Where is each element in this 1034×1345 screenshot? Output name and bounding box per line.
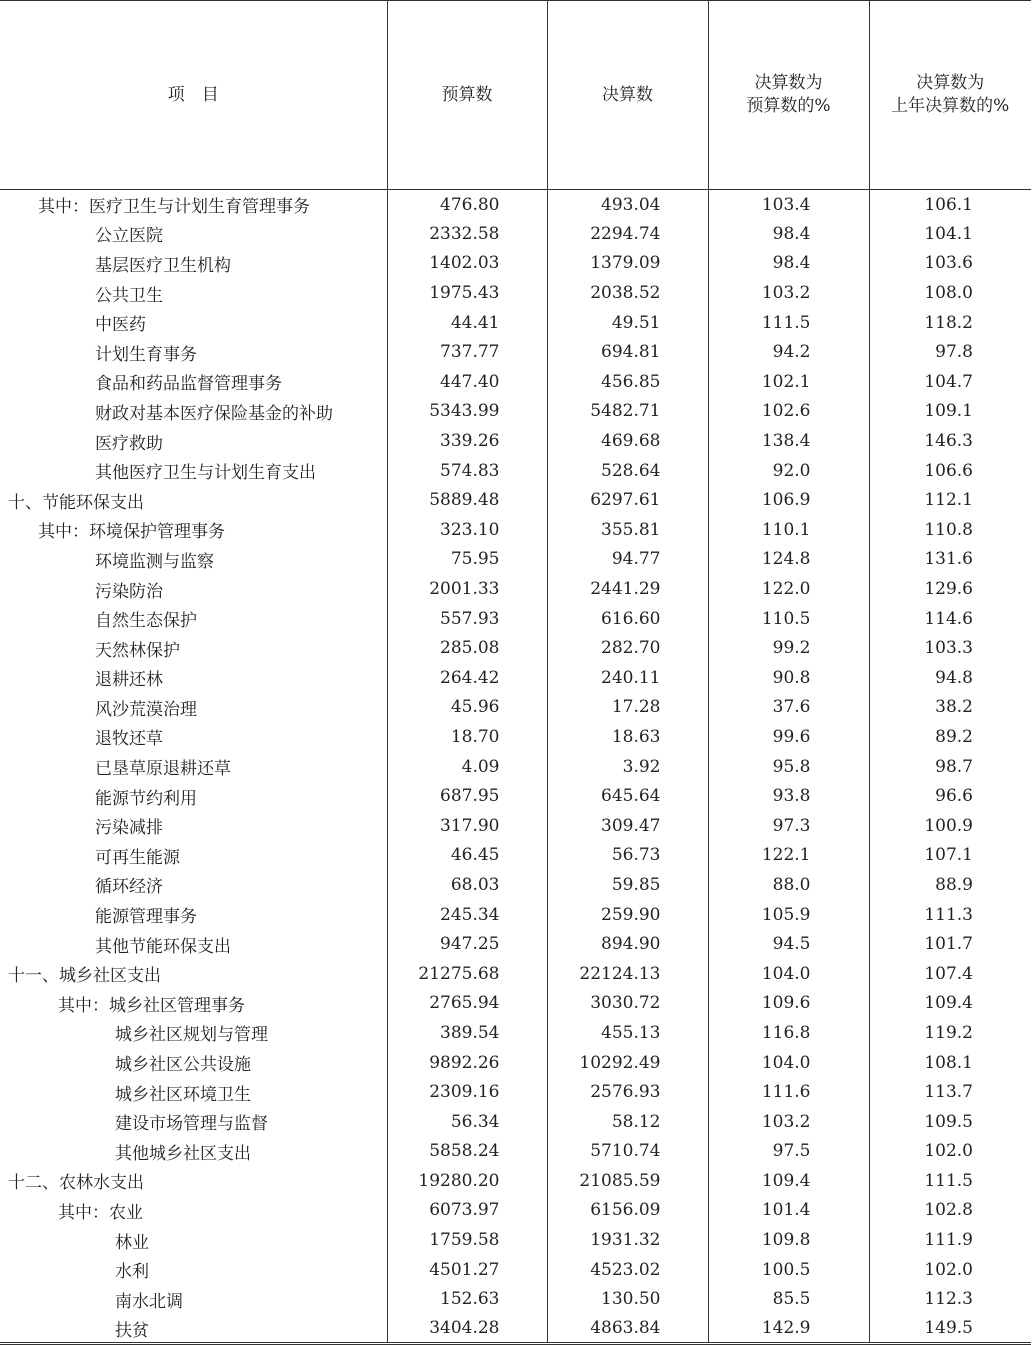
row-label: 林业 [0,1225,387,1255]
table-row [0,959,1031,989]
budget-cell: 5343.99 [387,397,547,427]
row-label: 循环经济 [0,870,387,900]
row-label: 污染防治 [0,574,387,604]
pct-budget-cell: 122.0 [708,574,869,604]
table-row [0,397,1031,427]
budget-cell: 9892.26 [387,1048,547,1078]
budget-cell: 737.77 [387,337,547,367]
table-row [0,663,1031,693]
pct-budget-cell: 98.4 [708,219,869,249]
table-row [0,1314,1031,1344]
pct-budget-cell: 103.2 [708,278,869,308]
actual-cell: 94.77 [547,545,708,575]
budget-cell: 947.25 [387,929,547,959]
budget-cell: 2765.94 [387,989,547,1019]
row-label: 十、节能环保支出 [0,485,387,515]
row-label: 基层医疗卫生机构 [0,249,387,279]
table-row [0,1107,1031,1137]
budget-cell: 152.63 [387,1284,547,1314]
row-label: 计划生育事务 [0,337,387,367]
table-row [0,219,1031,249]
pct-budget-cell: 122.1 [708,841,869,871]
budget-cell: 476.80 [387,190,547,220]
header-pct-budget: 决算数为 预算数的% [708,1,869,190]
table-row [0,1048,1031,1078]
table-row [0,1166,1031,1196]
budget-cell: 2001.33 [387,574,547,604]
row-label: 其他城乡社区支出 [0,1137,387,1167]
budget-cell: 45.96 [387,693,547,723]
pct-budget-cell: 99.6 [708,722,869,752]
pct-budget-cell: 88.0 [708,870,869,900]
budget-cell: 574.83 [387,456,547,486]
table-row [0,929,1031,959]
pct-budget-cell: 90.8 [708,663,869,693]
pct-prev-cell: 109.4 [924,993,973,1014]
actual-cell: 5710.74 [547,1137,708,1167]
actual-cell: 6297.61 [547,485,708,515]
actual-cell: 3.92 [547,752,708,782]
pct-prev-cell: 38.2 [935,697,973,718]
actual-cell: 58.12 [547,1107,708,1137]
actual-cell: 259.90 [547,900,708,930]
actual-cell: 456.85 [547,367,708,397]
budget-cell: 4.09 [387,752,547,782]
header-budget: 预算数 [387,1,547,190]
table-row [0,989,1031,1019]
budget-cell: 264.42 [387,663,547,693]
actual-cell: 282.70 [547,633,708,663]
pct-prev-cell: 102.0 [924,1259,973,1280]
budget-cell: 3404.28 [387,1314,547,1344]
pct-budget-cell: 109.4 [708,1166,869,1196]
pct-budget-cell: 105.9 [708,900,869,930]
table-row [0,545,1031,575]
pct-budget-cell: 102.6 [708,397,869,427]
budget-cell: 339.26 [387,426,547,456]
budget-cell: 5889.48 [387,485,547,515]
row-label: 其中：农业 [0,1196,387,1226]
pct-budget-cell: 95.8 [708,752,869,782]
actual-cell: 1379.09 [547,249,708,279]
pct-prev-cell: 113.7 [924,1082,973,1103]
pct-budget-cell: 94.2 [708,337,869,367]
row-label: 能源管理事务 [0,900,387,930]
pct-budget-cell: 124.8 [708,545,869,575]
table-row [0,1018,1031,1048]
actual-cell: 1931.32 [547,1225,708,1255]
row-label: 天然林保护 [0,633,387,663]
row-label: 城乡社区环境卫生 [0,1077,387,1107]
table-row [0,485,1031,515]
table-header [0,1,1031,190]
row-label: 可再生能源 [0,841,387,871]
actual-cell: 616.60 [547,604,708,634]
pct-prev-cell: 129.6 [924,579,973,600]
table-row [0,604,1031,634]
row-label: 环境监测与监察 [0,545,387,575]
budget-cell: 557.93 [387,604,547,634]
pct-budget-cell: 110.5 [708,604,869,634]
table-row [0,752,1031,782]
budget-cell: 447.40 [387,367,547,397]
pct-prev-cell: 111.3 [924,904,973,925]
budget-cell: 285.08 [387,633,547,663]
table-row [0,811,1031,841]
actual-cell: 4863.84 [547,1314,708,1344]
budget-cell: 68.03 [387,870,547,900]
budget-cell: 389.54 [387,1018,547,1048]
actual-cell: 5482.71 [547,397,708,427]
pct-prev-cell: 108.1 [924,1052,973,1073]
pct-prev-cell: 103.6 [924,253,973,274]
table-row [0,1077,1031,1107]
actual-cell: 56.73 [547,841,708,871]
budget-cell: 687.95 [387,781,547,811]
pct-prev-cell: 106.1 [924,194,973,215]
row-label: 建设市场管理与监督 [0,1107,387,1137]
pct-budget-cell: 138.4 [708,426,869,456]
row-label: 公共卫生 [0,278,387,308]
row-label: 退耕还林 [0,663,387,693]
row-label: 其他节能环保支出 [0,929,387,959]
table-row [0,249,1031,279]
header-row [0,1,1031,190]
actual-cell: 6156.09 [547,1196,708,1226]
table-row [0,1137,1031,1167]
table-row [0,456,1031,486]
budget-cell: 317.90 [387,811,547,841]
row-label: 城乡社区规划与管理 [0,1018,387,1048]
table-row [0,633,1031,663]
pct-prev-cell: 94.8 [935,667,973,688]
pct-prev-cell: 109.1 [924,401,973,422]
pct-budget-cell: 85.5 [708,1284,869,1314]
pct-budget-cell: 94.5 [708,929,869,959]
pct-budget-cell: 104.0 [708,959,869,989]
pct-budget-cell: 97.3 [708,811,869,841]
pct-prev-cell: 107.1 [924,845,973,866]
budget-cell: 323.10 [387,515,547,545]
table-row [0,693,1031,723]
pct-budget-cell: 101.4 [708,1196,869,1226]
pct-prev-cell: 102.8 [924,1200,973,1221]
budget-cell: 6073.97 [387,1196,547,1226]
actual-cell: 894.90 [547,929,708,959]
pct-prev-cell: 108.0 [924,283,973,304]
actual-cell: 240.11 [547,663,708,693]
pct-prev-cell: 103.3 [924,638,973,659]
budget-cell: 245.34 [387,900,547,930]
pct-prev-cell: 89.2 [935,726,973,747]
pct-prev-cell: 96.6 [935,786,973,807]
pct-prev-cell: 110.8 [924,519,973,540]
budget-cell: 19280.20 [387,1166,547,1196]
pct-prev-cell: 104.1 [924,223,973,244]
actual-cell: 469.68 [547,426,708,456]
budget-cell: 2309.16 [387,1077,547,1107]
table-row [0,278,1031,308]
actual-cell: 2576.93 [547,1077,708,1107]
row-label: 十二、农林水支出 [0,1166,387,1196]
table-row [0,574,1031,604]
actual-cell: 17.28 [547,693,708,723]
table-body [0,190,1031,1344]
pct-prev-cell: 106.6 [924,460,973,481]
budget-cell: 18.70 [387,722,547,752]
header-actual: 决算数 [547,1,708,190]
table-row [0,426,1031,456]
row-label: 已垦草原退耕还草 [0,752,387,782]
actual-cell: 493.04 [547,190,708,220]
table-row [0,515,1031,545]
table-row [0,900,1031,930]
pct-budget-cell: 102.1 [708,367,869,397]
row-label: 公立医院 [0,219,387,249]
table-row [0,337,1031,367]
table-row [0,367,1031,397]
actual-cell: 309.47 [547,811,708,841]
pct-budget-cell: 106.9 [708,485,869,515]
budget-cell: 1402.03 [387,249,547,279]
table-row [0,190,1031,220]
pct-prev-cell: 104.7 [924,371,973,392]
actual-cell: 10292.49 [547,1048,708,1078]
table-row [0,1255,1031,1285]
table-row [0,1196,1031,1226]
budget-cell: 4501.27 [387,1255,547,1285]
pct-budget-cell: 110.1 [708,515,869,545]
pct-budget-cell: 104.0 [708,1048,869,1078]
budget-cell: 1975.43 [387,278,547,308]
budget-cell: 56.34 [387,1107,547,1137]
pct-budget-cell: 142.9 [708,1314,869,1344]
pct-prev-cell: 112.3 [924,1289,973,1310]
table-row [0,781,1031,811]
pct-budget-cell: 99.2 [708,633,869,663]
budget-cell: 21275.68 [387,959,547,989]
pct-prev-cell: 149.5 [869,1314,1031,1344]
pct-prev-cell: 88.9 [935,874,973,895]
budget-cell: 1759.58 [387,1225,547,1255]
row-label: 自然生态保护 [0,604,387,634]
row-label: 风沙荒漠治理 [0,693,387,723]
actual-cell: 694.81 [547,337,708,367]
pct-budget-cell: 116.8 [708,1018,869,1048]
pct-budget-cell: 111.6 [708,1077,869,1107]
table-row [0,1284,1031,1314]
pct-prev-cell: 109.5 [924,1111,973,1132]
table-row [0,1225,1031,1255]
actual-cell: 130.50 [547,1284,708,1314]
row-label: 中医药 [0,308,387,338]
pct-prev-cell: 97.8 [935,342,973,363]
row-label: 其他医疗卫生与计划生育支出 [0,456,387,486]
actual-cell: 528.64 [547,456,708,486]
budget-cell: 75.95 [387,545,547,575]
actual-cell: 49.51 [547,308,708,338]
actual-cell: 3030.72 [547,989,708,1019]
budget-cell: 46.45 [387,841,547,871]
row-label: 能源节约利用 [0,781,387,811]
row-label: 其中：医疗卫生与计划生育管理事务 [0,190,387,220]
pct-prev-cell: 111.5 [924,1170,973,1191]
pct-budget-cell: 93.8 [708,781,869,811]
pct-prev-cell: 111.9 [924,1230,973,1251]
actual-cell: 2038.52 [547,278,708,308]
actual-cell: 21085.59 [547,1166,708,1196]
row-label: 财政对基本医疗保险基金的补助 [0,397,387,427]
pct-budget-cell: 109.6 [708,989,869,1019]
header-pct-prev: 决算数为 上年决算数的% [869,1,1031,190]
pct-prev-cell: 100.9 [924,815,973,836]
table-row [0,722,1031,752]
actual-cell: 2294.74 [547,219,708,249]
actual-cell: 2441.29 [547,574,708,604]
budget-cell: 44.41 [387,308,547,338]
row-label: 污染减排 [0,811,387,841]
row-label: 食品和药品监督管理事务 [0,367,387,397]
row-label: 水利 [0,1255,387,1285]
pct-budget-cell: 103.2 [708,1107,869,1137]
pct-prev-cell: 102.0 [924,1141,973,1162]
actual-cell: 18.63 [547,722,708,752]
actual-cell: 22124.13 [547,959,708,989]
pct-budget-cell: 97.5 [708,1137,869,1167]
pct-prev-cell: 101.7 [924,934,973,955]
pct-budget-cell: 109.8 [708,1225,869,1255]
actual-cell: 355.81 [547,515,708,545]
pct-budget-cell: 92.0 [708,456,869,486]
row-label: 退牧还草 [0,722,387,752]
table-row [0,308,1031,338]
budget-cell: 5858.24 [387,1137,547,1167]
row-label: 十一、城乡社区支出 [0,959,387,989]
actual-cell: 4523.02 [547,1255,708,1285]
header-item: 项 目 [0,1,387,190]
budget-cell: 2332.58 [387,219,547,249]
actual-cell: 645.64 [547,781,708,811]
pct-prev-cell: 114.6 [924,608,973,629]
row-label: 其中：环境保护管理事务 [0,515,387,545]
pct-prev-cell: 112.1 [924,490,973,511]
row-label: 南水北调 [0,1284,387,1314]
pct-budget-cell: 98.4 [708,249,869,279]
actual-cell: 455.13 [547,1018,708,1048]
table-row [0,841,1031,871]
pct-prev-cell: 119.2 [924,1022,973,1043]
pct-prev-cell: 98.7 [935,756,973,777]
pct-prev-cell: 131.6 [924,549,973,570]
row-label: 城乡社区公共设施 [0,1048,387,1078]
pct-budget-cell: 103.4 [708,190,869,220]
pct-prev-cell: 146.3 [924,431,973,452]
pct-prev-cell: 107.4 [924,963,973,984]
row-label: 医疗救助 [0,426,387,456]
table-row [0,870,1031,900]
row-label: 其中：城乡社区管理事务 [0,989,387,1019]
actual-cell: 59.85 [547,870,708,900]
pct-budget-cell: 37.6 [708,693,869,723]
row-label: 扶贫 [0,1314,387,1344]
pct-budget-cell: 100.5 [708,1255,869,1285]
pct-budget-cell: 111.5 [708,308,869,338]
pct-prev-cell: 118.2 [924,312,973,333]
